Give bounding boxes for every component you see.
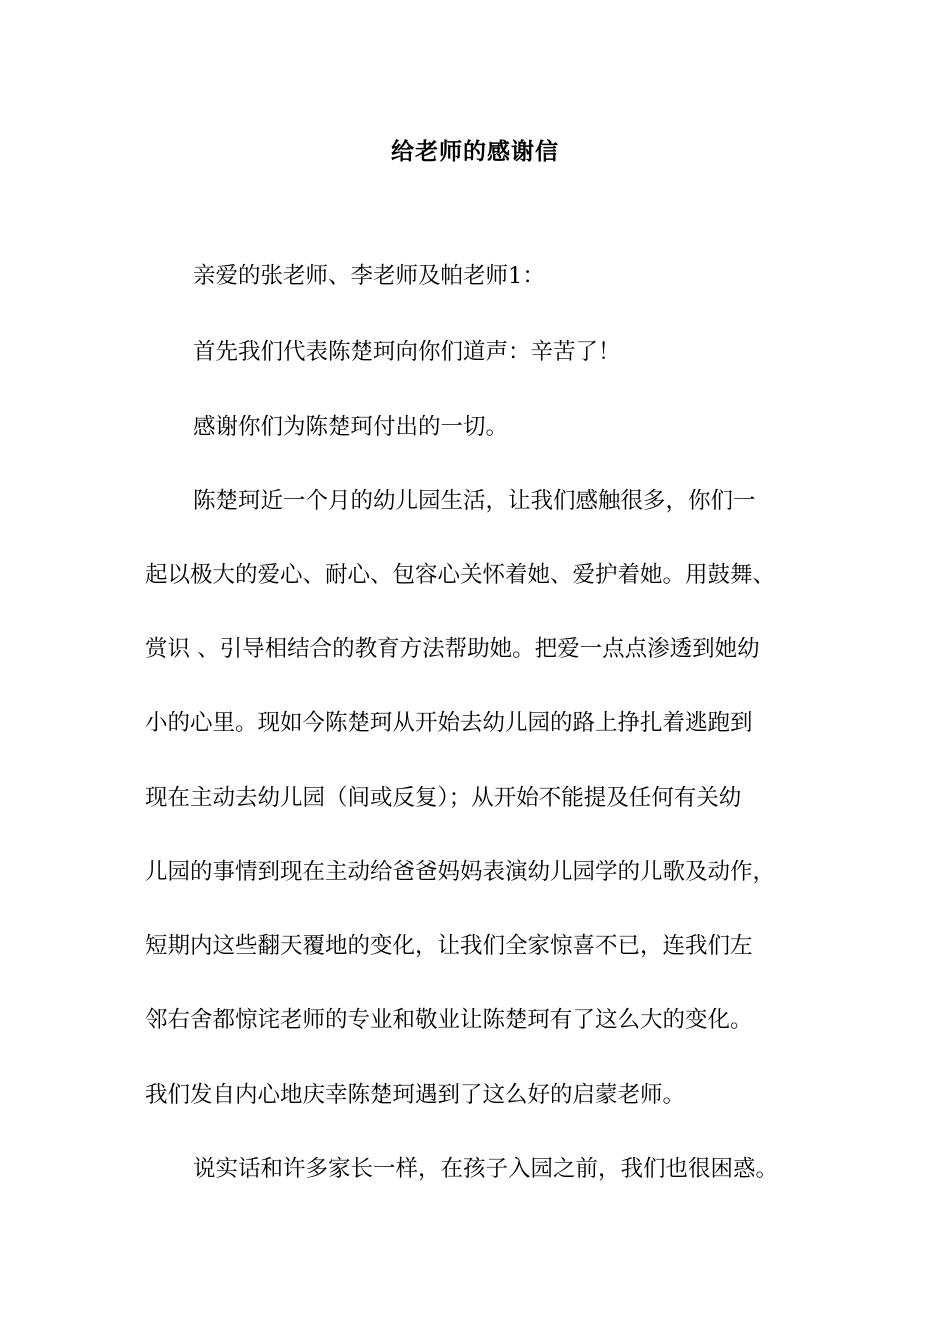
paragraph-line: 感谢你们为陈楚珂付出的一切。 — [193, 414, 509, 440]
paragraph-line: 陈楚珂近一个月的幼儿园生活，让我们感触很多，你们一 — [193, 488, 756, 514]
paragraph-line: 我们发自内心地庆幸陈楚珂遇到了这么好的启蒙老师。 — [145, 1082, 686, 1108]
paragraph-line: 说实话和许多家长一样，在孩子入园之前，我们也很困惑。 — [193, 1156, 779, 1182]
paragraph-line: 儿园的事情到现在主动给爸爸妈妈表演幼儿园学的儿歌及动作， — [145, 859, 776, 885]
paragraph-line: 现在主动去幼儿园（间或反复）；从开始不能提及任何有关幼 — [145, 785, 742, 811]
paragraph-line: 小的心里。现如今陈楚珂从开始去幼儿园的路上挣扎着逃跑到 — [145, 710, 753, 736]
salutation-line: 亲爱的张老师、李老师及帕老师1： — [193, 263, 545, 289]
document-title: 给老师的感谢信 — [391, 138, 559, 165]
paragraph-line: 邻右舍都惊诧老师的专业和敬业让陈楚珂有了这么大的变化。 — [145, 1007, 753, 1033]
paragraph-line: 起以极大的爱心、耐心、包容心关怀着她、爱护着她。用鼓舞、 — [145, 562, 776, 588]
paragraph-line: 首先我们代表陈楚珂向你们道声：辛苦了！ — [193, 339, 621, 365]
paragraph-line: 赏识 、引导相结合的教育方法帮助她。把爱一点点渗透到她幼 — [145, 636, 760, 662]
paragraph-line: 短期内这些翻天覆地的变化，让我们全家惊喜不已，连我们左 — [145, 933, 753, 959]
